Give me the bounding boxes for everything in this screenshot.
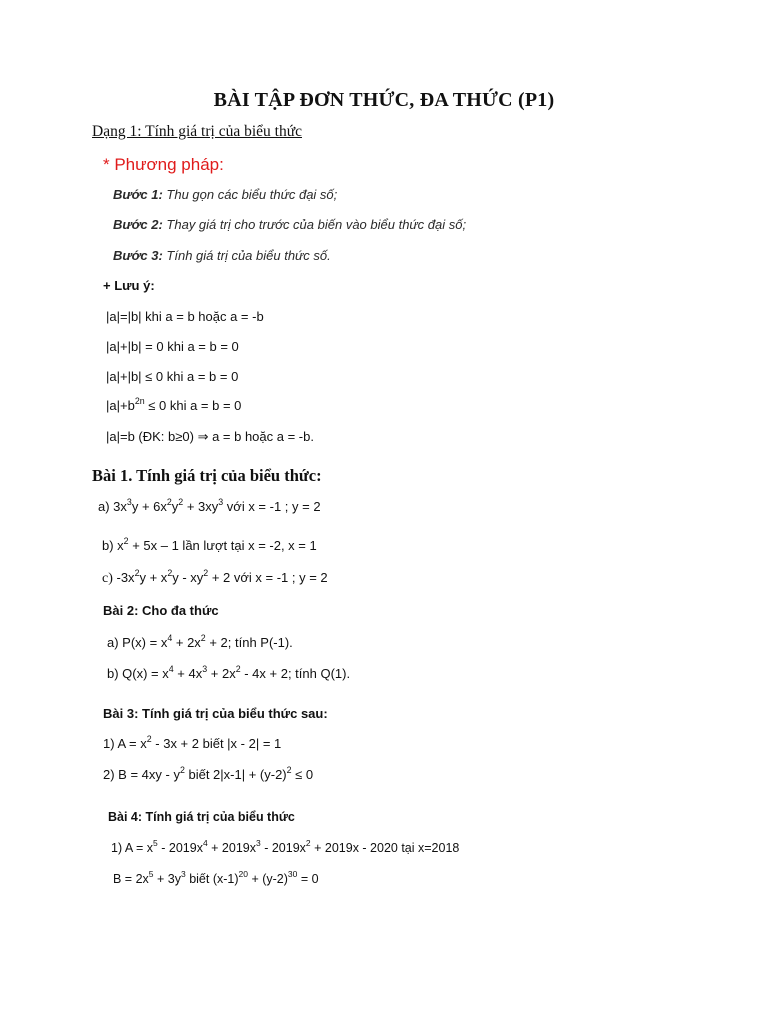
exponent: 2 [305,838,311,849]
exercise-4-q1 [111,838,460,855]
exercise-2b [107,664,351,681]
math-text: + (y-2) [247,872,288,886]
exponent: 30 [287,869,298,880]
math-text: + 5x – 1 lần lượt tại x = -2, x = 1 [128,538,317,553]
step-text: Thay giá trị cho trước của biến vào biểu thức đại số; [162,217,467,232]
exponent: 2 [134,568,140,579]
math-text: biết 2|x-1| + (y-2) [184,767,287,782]
math-text: B = 2x [113,872,149,886]
step-text: Thu gọn các biểu thức đại số; [162,187,338,202]
rule-text: |a|+b [106,398,135,413]
method-heading: * Phương pháp: [103,155,224,174]
math-text: + 2; tính P(-1). [205,635,293,650]
exponent: 2 [146,734,152,745]
math-text: c) [102,571,113,586]
exercise-3-q1 [103,734,282,751]
exponent: 3 [202,664,208,675]
math-text: 2) B = 4xy - y [103,767,180,782]
exponent: 4 [202,838,208,849]
exercise-3-heading: Bài 3: Tính giá trị của biểu thức sau: [103,706,328,721]
math-text: -3x [112,570,135,585]
math-text: ≤ 0 [291,767,314,782]
math-text: y - xy [172,570,204,585]
exponent: 2 [178,497,184,508]
step-text: Tính giá trị của biểu thức số. [162,248,331,263]
method-step-2 [113,218,466,231]
math-text: + 3xy [183,499,219,514]
math-text: 1) A = x [103,736,147,751]
exponent: 2 [203,568,209,579]
math-text: 1) A = x [111,841,154,855]
exercise-3-q2 [103,765,314,782]
math-text: - 2019x [157,841,203,855]
math-text: y [171,499,179,514]
exponent: 4 [167,633,173,644]
math-text: b) Q(x) = x [107,666,169,681]
math-text: + 2019x [207,841,256,855]
math-text: + 2x [172,635,201,650]
math-text: b) x [102,538,124,553]
exercise-1-heading: Bài 1. Tính giá trị của biểu thức: [92,466,322,485]
exponent: 2 [167,568,173,579]
math-text: = 0 [297,872,319,886]
math-text: + 4x [173,666,203,681]
step-label: Bước 1: [113,187,163,202]
math-text: biết (x-1) [185,872,239,886]
exercise-2a [107,633,293,650]
exponent: 5 [148,869,154,880]
method-step-3 [113,249,331,262]
math-text: + 3y [153,872,181,886]
exercise-2-heading: Bài 2: Cho đa thức [103,603,219,618]
exponent: 2 [123,536,129,547]
math-text: + 2 với x = -1 ; y = 2 [208,570,328,585]
section-heading-dang-1: Dạng 1: Tính giá trị của biểu thức [92,123,302,140]
exercise-1c [102,568,328,586]
exponent: 2 [166,497,172,508]
exponent: 3 [126,497,132,508]
note-rule-2: |a|+|b| = 0 khi a = b = 0 [106,339,239,354]
math-text: + 2019x - 2020 tại x=2018 [310,841,460,855]
exercise-4-q2 [113,869,319,886]
math-text: y + 6x [131,499,167,514]
math-text: - 2019x [260,841,306,855]
exponent: 3 [256,838,261,849]
exponent: 5 [153,838,158,849]
exponent: 2 [200,633,206,644]
exponent: 4 [168,664,174,675]
exercise-4-heading: Bài 4: Tính giá trị của biểu thức [108,810,295,824]
exercise-1a [98,497,321,514]
math-text: a) 3x [98,499,127,514]
exercise-1b [102,536,317,553]
page-title: BÀI TẬP ĐƠN THỨC, ĐA THỨC (P1) [213,89,555,111]
math-text: + 2x [207,666,236,681]
math-text: - 3x + 2 biết |x - 2| = 1 [151,736,282,751]
exponent: 2 [235,664,241,675]
rule-exponent: 2n [134,396,145,407]
exponent: 2 [179,765,185,776]
exponent: 3 [218,497,224,508]
math-text: - 4x + 2; tính Q(1). [240,666,351,681]
note-heading: + Lưu ý: [103,278,155,293]
exponent: 3 [180,869,186,880]
note-rule-3: |a|+|b| ≤ 0 khi a = b = 0 [106,369,239,384]
exponent: 20 [238,869,248,880]
math-text: y + x [139,570,168,585]
note-rule-5: |a|=b (ĐK: b≥0) ⇒ a = b hoặc a = -b. [106,429,314,444]
note-rule-4 [106,396,242,413]
method-step-1 [113,188,337,201]
step-label: Bước 3: [113,248,163,263]
exponent: 2 [286,765,292,776]
math-text: với x = -1 ; y = 2 [223,499,321,514]
math-text: a) P(x) = x [107,635,168,650]
note-rule-1: |a|=|b| khi a = b hoặc a = -b [106,309,264,324]
step-label: Bước 2: [113,217,163,232]
rule-text: ≤ 0 khi a = b = 0 [144,398,242,413]
